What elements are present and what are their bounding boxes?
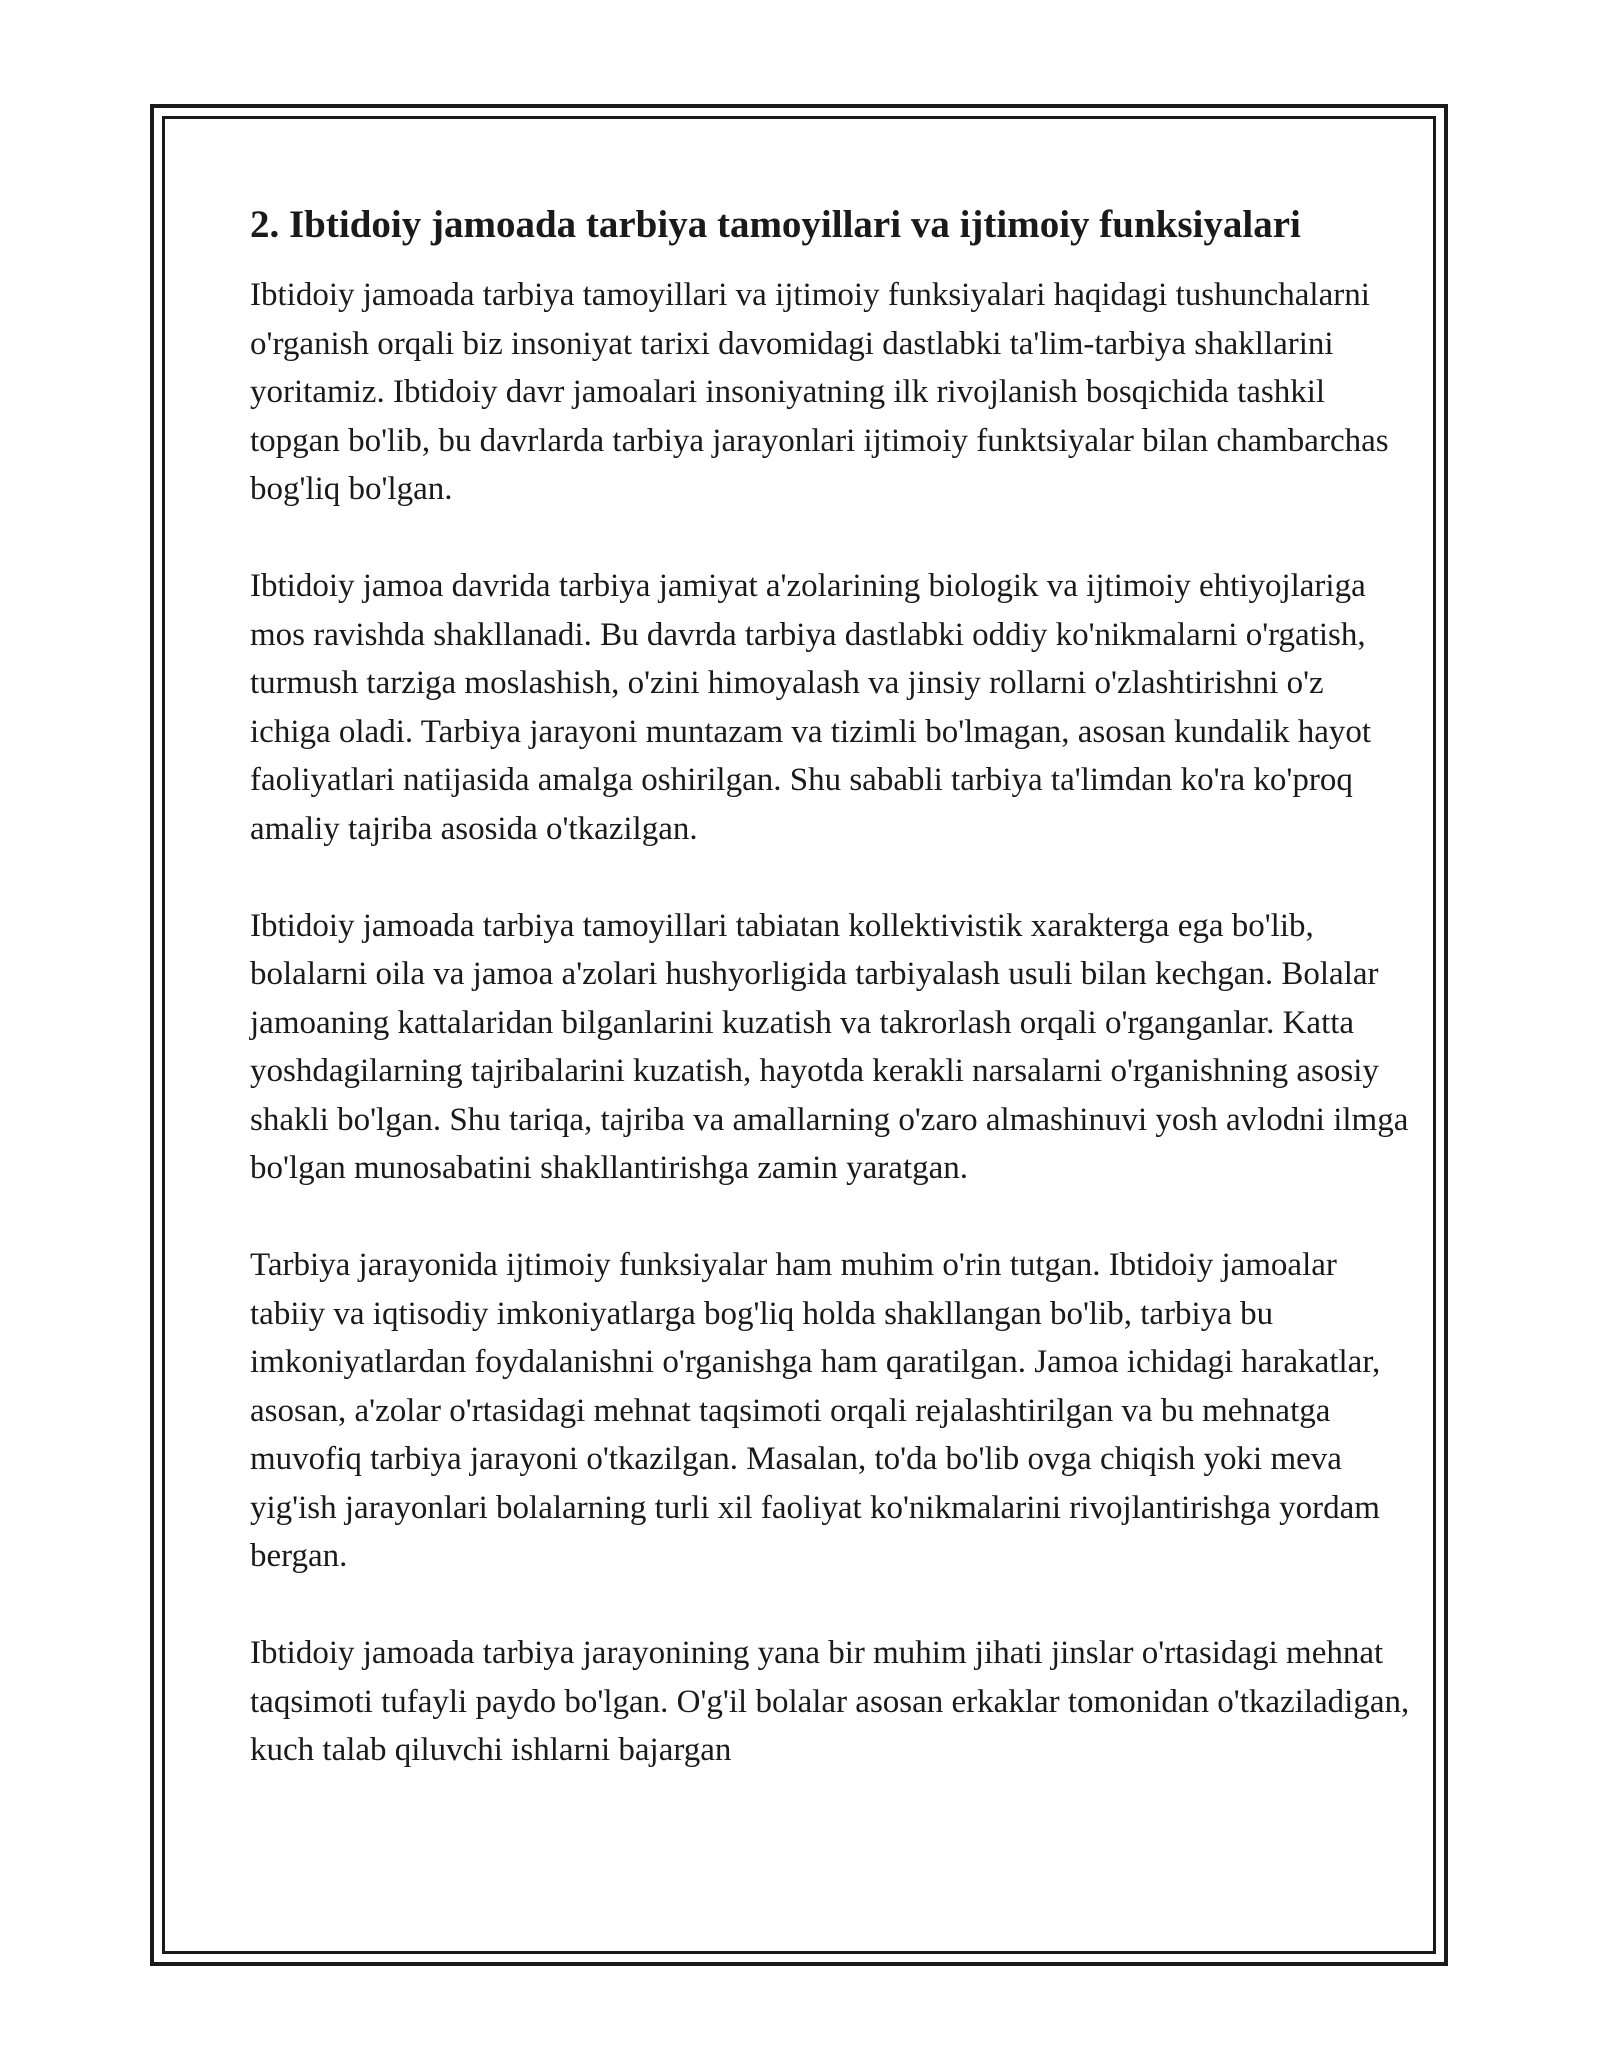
paragraph-2: Ibtidoiy jamoa davrida tarbiya jamiyat a'zolarining biologik va ijtimoiy ehtiyojlariga mos ravishda shakllanadi. Bu davrda tarbiya dastlabki oddiy ko'nikmalarni o'rgatish, turmush tarziga moslashish, o'zini himoyalash va jinsiy rollarni o'zlashtirishni o'z ichiga oladi. Tarbiya jarayoni muntazam va tizimli bo'lmagan, asosan kundalik hayot faoliyatlari natijasida amalga oshirilgan. Shu sababli tarbiya ta'limdan ko'ra ko'proq amaliy tajriba asosida o'tkazilgan. — [250, 568, 1372, 847]
page-border-inner — [162, 116, 1436, 1954]
paragraph-1: Ibtidoiy jamoada tarbiya tamoyillari va ijtimoiy funksiyalari haqidagi tushunchalarni o'rganish orqali biz insoniyat tarixi davomidagi dastlabki ta'lim-tarbiya shakllarini yoritamiz. Ibtidoiy davr jamoalari insoniyatning ilk rivojlanish bosqichida tashkil topgan bo'lib, bu davrlarda tarbiya jarayonlari ijtimoiy funktsiyalar bilan chambarchas bog'liq bo'lgan. — [250, 277, 1389, 507]
paragraph-5: Ibtidoiy jamoada tarbiya jarayonining yana bir muhim jihati jinslar o'rtasidagi mehnat taqsimoti tufayli paydo bo'lgan. O'g'il bolalar asosan erkaklar tomonidan o'tkaziladigan, kuch talab qiluvchi ishlarni bajargan — [250, 1635, 1410, 1768]
paragraph-4: Tarbiya jarayonida ijtimoiy funksiyalar ham muhim o'rin tutgan. Ibtidoiy jamoalar tabiiy va iqtisodiy imkoniyatlarga bog'liq holda shakllangan bo'lib, tarbiya bu imkoniyatlardan foydalanishni o'rganishga ham qaratilgan. Jamoa ichidagi harakatlar, asosan, a'zolar o'rtasidagi mehnat taqsimoti orqali rejalashtirilgan va bu mehnatga muvofiq tarbiya jarayoni o'tkazilgan. Masalan, to'da bo'lib ovga chiqish yoki meva yig'ish jarayonlari bolalarning turli xil faoliyat ko'nikmalarini rivojlantirishga yordam bergan. — [250, 1247, 1381, 1574]
document-body — [250, 201, 1410, 1775]
paragraph-3: Ibtidoiy jamoada tarbiya tamoyillari tabiatan kollektivistik xarakterga ega bo'lib, bolalarni oila va jamoa a'zolari hushyorligida tarbiyalash usuli bilan kechgan. Bolalar jamoaning kattalaridan bilganlarini kuzatish va takrorlash orqali o'rganganlar. Katta yoshdagilarning tajribalarini kuzatish, hayotda kerakli narsalarni o'rganishning asosiy shakli bo'lgan. Shu tariqa, tajriba va amallarning o'zaro almashinuvi yosh avlodni ilmga bo'lgan munosabatini shakllantirishga zamin yaratgan. — [250, 907, 1409, 1186]
page-border-outer — [150, 104, 1448, 1966]
section-title: 2. Ibtidoiy jamoada tarbiya tamoyillari va ijtimoiy funksiyalari — [250, 203, 1301, 246]
